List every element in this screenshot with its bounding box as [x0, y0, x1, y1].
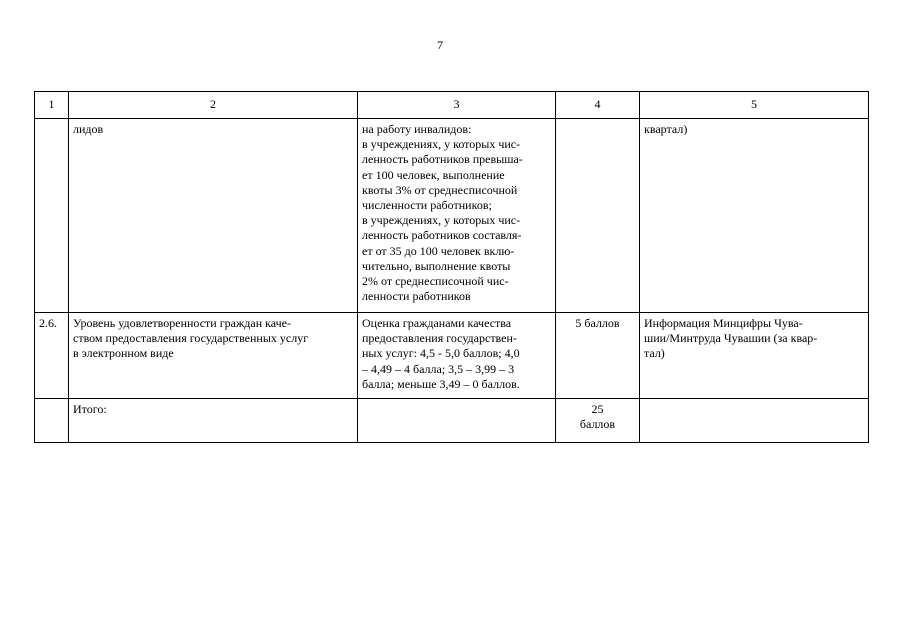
table-header-row — [35, 92, 869, 119]
cell-line: Оценка гражданами качества — [362, 316, 512, 330]
cell-line: Информация Минцифры Чува- — [644, 316, 803, 330]
cell-line: численности работников; — [362, 198, 492, 213]
header-col-2: 2 — [69, 92, 358, 119]
header-col-1: 1 — [35, 92, 69, 119]
cell-criteria — [358, 399, 556, 443]
cell-line: ет от 35 до 100 человек вклю- — [362, 243, 515, 258]
cell-indicator — [69, 399, 358, 443]
cell-score — [556, 313, 640, 399]
cell-line: тал) — [644, 346, 665, 361]
cell-line: баллов — [579, 417, 616, 432]
cell-source — [640, 399, 869, 443]
cell-criteria — [358, 119, 556, 313]
table-row-total — [35, 399, 869, 443]
cell-line: ленность работников составля- — [362, 228, 522, 243]
cell-num — [35, 399, 69, 443]
cell-line: ет 100 человек, выполнение — [362, 167, 505, 182]
cell-line: квартал) — [644, 122, 688, 136]
cell-score — [556, 119, 640, 313]
cell-line: ством предоставления государственных услуг — [73, 331, 309, 346]
cell-line: Уровень удовлетворенности граждан каче- — [73, 316, 291, 330]
header-col-4: 4 — [556, 92, 640, 119]
cell-num — [35, 119, 69, 313]
cell-line: ных услуг: 4,5 - 5,0 баллов; 4,0 — [362, 346, 520, 361]
cell-line: 2% от среднесписочной чис- — [362, 274, 509, 289]
cell-line: в учреждениях, у которых чис- — [362, 137, 521, 152]
cell-line: лидов — [73, 122, 104, 136]
cell-line: – 4,49 – 4 балла; 3,5 – 3,99 – 3 — [362, 361, 515, 376]
header-col-5: 5 — [640, 92, 869, 119]
cell-line: ленности работников — [362, 289, 471, 304]
cell-indicator — [69, 119, 358, 313]
cell-indicator — [69, 313, 358, 399]
indicators-table — [34, 91, 869, 443]
total-label: Итого: — [73, 402, 107, 416]
cell-score-total — [556, 399, 640, 443]
cell-line: шии/Минтруда Чувашии (за квар- — [644, 331, 818, 346]
cell-num: 2.6. — [35, 313, 69, 399]
cell-line: 25 — [591, 402, 604, 416]
header-col-3: 3 — [358, 92, 556, 119]
cell-line: чительно, выполнение квоты — [362, 258, 511, 273]
table-row — [35, 313, 869, 399]
cell-source — [640, 313, 869, 399]
cell-line: предоставления государствен- — [362, 331, 517, 346]
cell-line: 5 баллов — [575, 316, 620, 330]
cell-line: на работу инвалидов: — [362, 122, 472, 136]
cell-line: в учреждениях, у которых чис- — [362, 213, 521, 228]
cell-line: балла; меньше 3,49 – 0 баллов. — [362, 376, 520, 391]
cell-line: квоты 3% от среднесписочной — [362, 182, 518, 197]
table-row — [35, 119, 869, 313]
cell-source — [640, 119, 869, 313]
cell-criteria — [358, 313, 556, 399]
cell-line: ленность работников превыша- — [362, 152, 523, 167]
cell-line: в электронном виде — [73, 346, 174, 361]
page-number: 7 — [437, 38, 443, 52]
